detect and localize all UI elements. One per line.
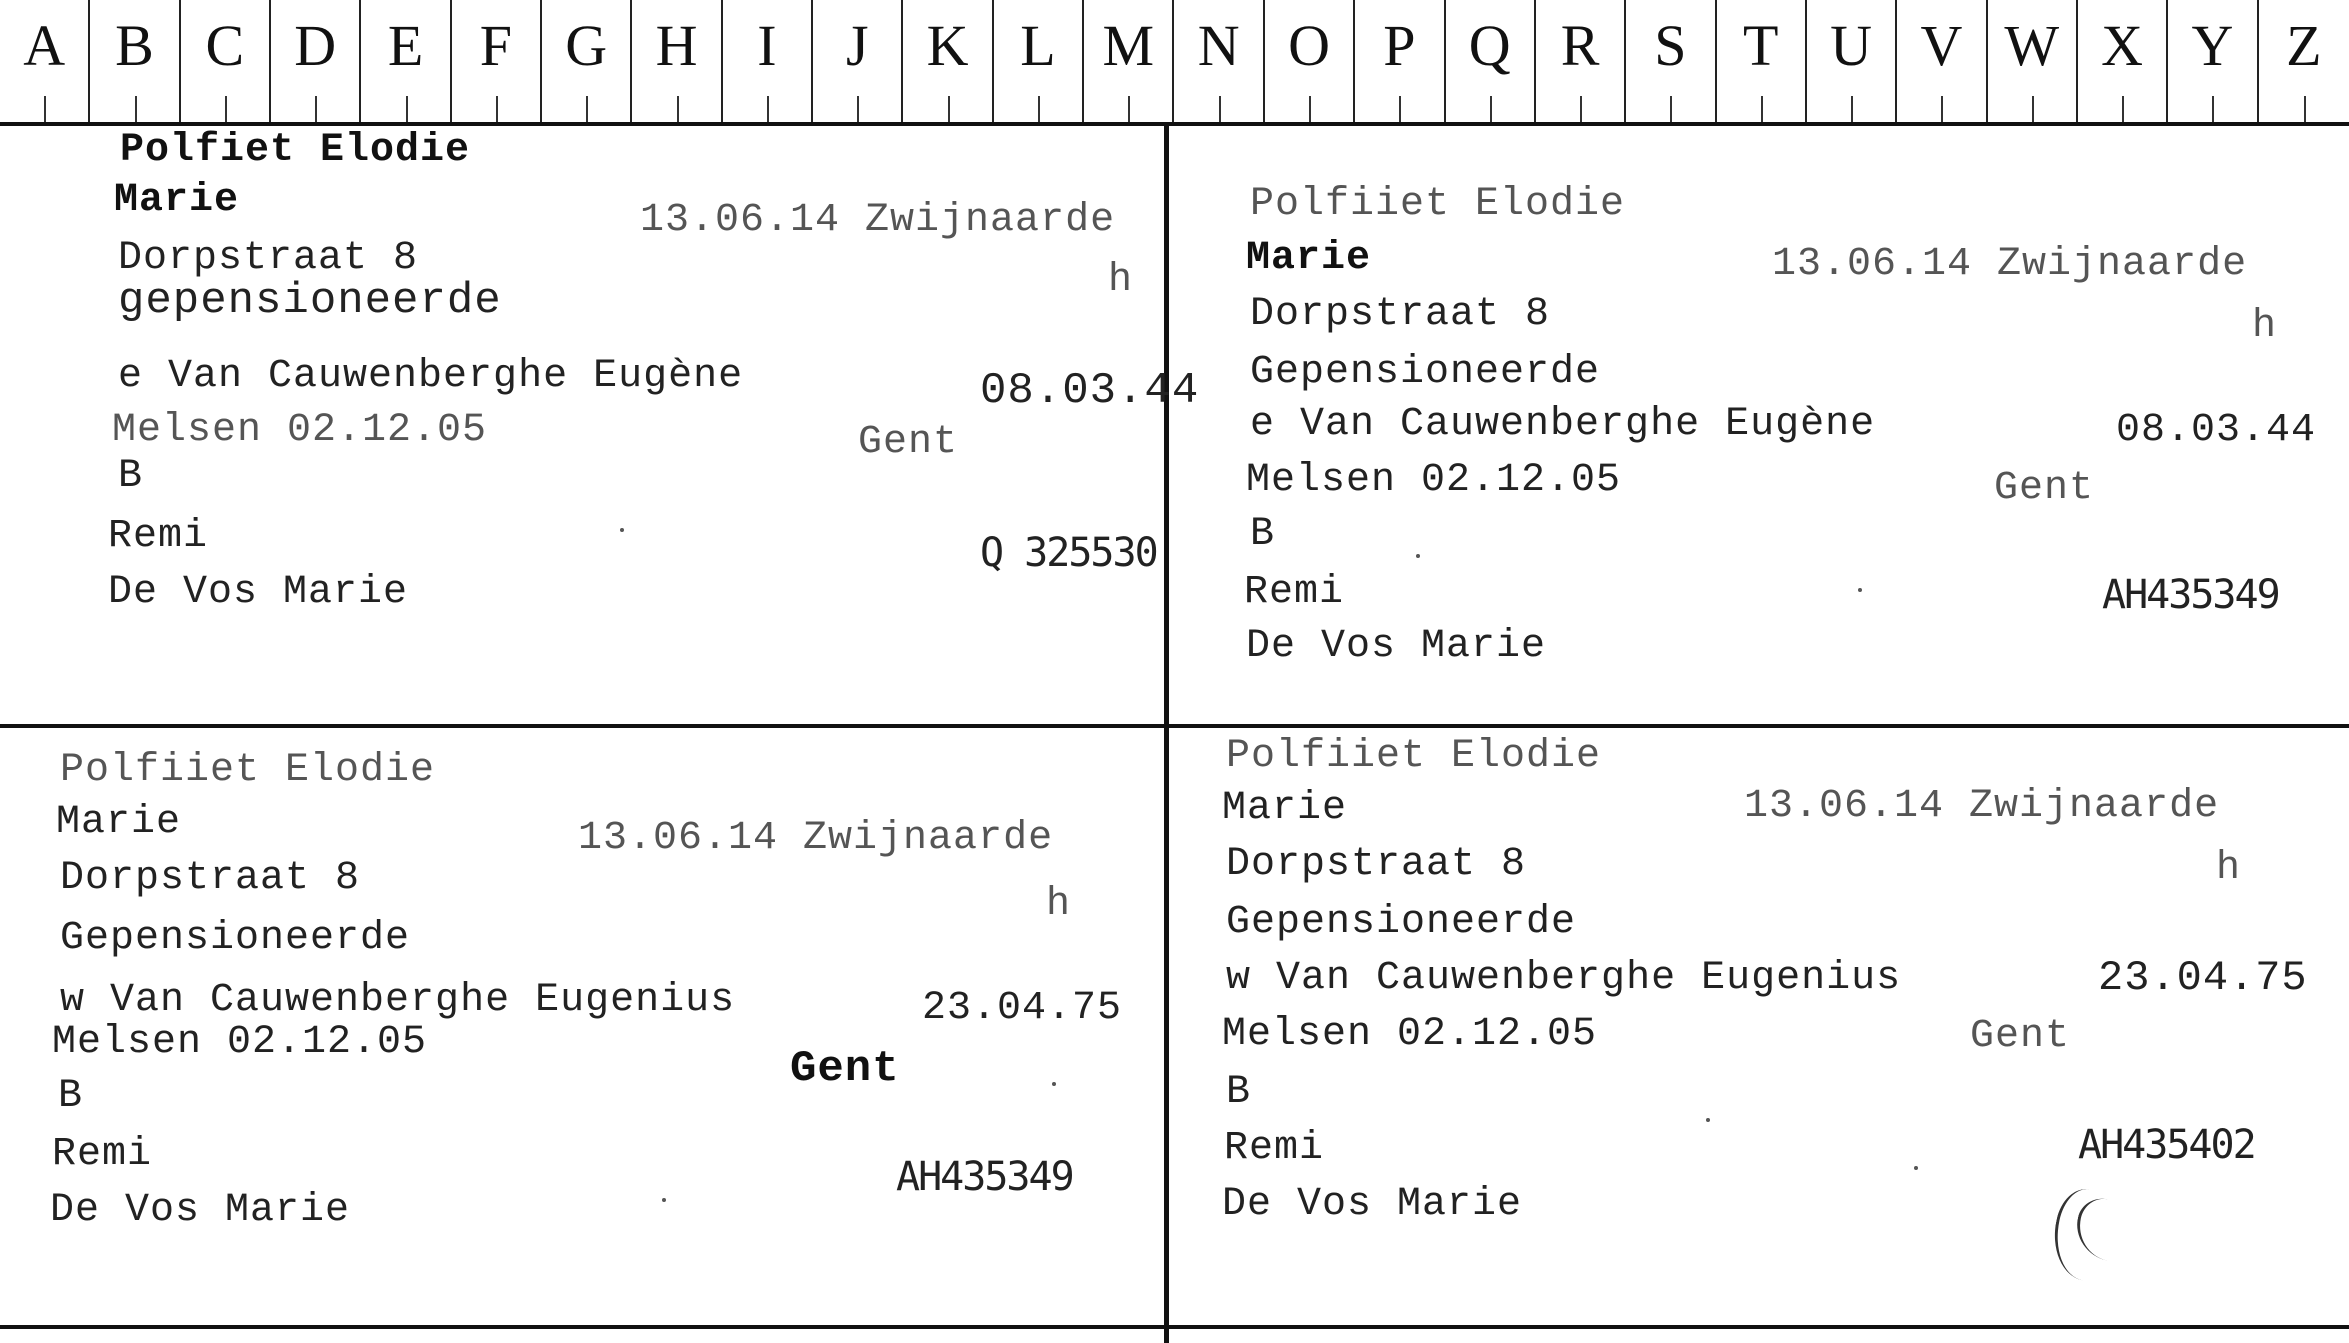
card-spouse-date: 23.04.75 (922, 986, 1123, 1031)
alpha-letter-e: E (361, 0, 451, 122)
alpha-letter-c: C (181, 0, 271, 122)
card-sex-marker: h (2252, 304, 2278, 349)
card-registration-number: AH435402 (2078, 1122, 2255, 1168)
card-registration-number: Q 325530 (980, 530, 1157, 576)
alpha-letter-z: Z (2259, 0, 2349, 122)
card-municipality: Gent (1994, 466, 2095, 511)
card-father-name: Remi (52, 1132, 153, 1177)
alpha-letter-a: A (0, 0, 90, 122)
card-mother-name: De Vos Marie (50, 1188, 351, 1233)
alpha-letter-l: L (994, 0, 1084, 122)
alpha-letter-v: V (1897, 0, 1987, 122)
card-sex-marker: h (1108, 258, 1134, 303)
scan-speck (1706, 1118, 1710, 1122)
card-sex-marker: h (2216, 846, 2242, 891)
card-spouse-birth: Melsen 02.12.05 (1246, 458, 1622, 503)
alphabet-index-bar (0, 0, 2349, 126)
card-father-name: Remi (1224, 1126, 1325, 1171)
card-surname: Polfiiet Elodie (1250, 182, 1626, 227)
card-nationality: B (1226, 1070, 1252, 1115)
card-birth-date-place: 13.06.14 Zwijnaarde (1744, 784, 2220, 829)
alpha-letter-s: S (1626, 0, 1716, 122)
card-father-name: Remi (1244, 570, 1345, 615)
card-birth-date-place: 13.06.14 Zwijnaarde (1772, 242, 2248, 287)
alpha-letter-f: F (452, 0, 542, 122)
alpha-letter-b: B (90, 0, 180, 122)
card-occupation: Gepensioneerde (60, 916, 411, 961)
scan-speck (1914, 1166, 1918, 1170)
card-given-name: Marie (1246, 236, 1372, 281)
card-mother-name: De Vos Marie (1222, 1182, 1523, 1227)
alpha-letter-d: D (271, 0, 361, 122)
card-nationality: B (1250, 512, 1276, 557)
card-street-address: Dorpstraat 8 (1226, 842, 1527, 887)
card-street-address: Dorpstraat 8 (1250, 292, 1551, 337)
alpha-letter-x: X (2078, 0, 2168, 122)
card-registration-number: AH435349 (896, 1154, 1073, 1200)
card-divider-bottom (0, 1325, 2349, 1329)
alpha-letter-o: O (1265, 0, 1355, 122)
card-mother-name: De Vos Marie (108, 570, 409, 615)
card-surname: Polfiiet Elodie (1226, 734, 1602, 779)
alpha-letter-j: J (813, 0, 903, 122)
card-given-name: Marie (114, 178, 240, 223)
card-occupation: Gepensioneerde (1250, 350, 1601, 395)
record-card-2 (1170, 126, 2349, 722)
scan-speck (1052, 1082, 1056, 1086)
alpha-letter-q: Q (1446, 0, 1536, 122)
card-occupation: gepensioneerde (118, 276, 502, 326)
card-municipality: Gent (790, 1044, 900, 1094)
alpha-letter-p: P (1355, 0, 1445, 122)
card-spouse-date: 08.03.44 (980, 366, 1200, 416)
card-spouse-date: 23.04.75 (2098, 954, 2308, 1002)
alpha-letter-u: U (1807, 0, 1897, 122)
alpha-letter-y: Y (2168, 0, 2258, 122)
card-birth-date-place: 13.06.14 Zwijnaarde (578, 816, 1054, 861)
card-spouse-date: 08.03.44 (2116, 408, 2317, 453)
card-sex-marker: h (1046, 882, 1072, 927)
card-surname: Polfiiet Elodie (60, 748, 436, 793)
card-spouse: w Van Cauwenberghe Eugenius (60, 978, 736, 1023)
card-divider-vertical (1164, 126, 1169, 1343)
card-nationality: B (118, 454, 144, 499)
card-divider-horizontal (0, 724, 2349, 728)
card-occupation: Gepensioneerde (1226, 900, 1577, 945)
alpha-letter-k: K (903, 0, 993, 122)
alpha-letter-h: H (632, 0, 722, 122)
card-street-address: Dorpstraat 8 (60, 856, 361, 901)
card-registration-number: AH435349 (2102, 572, 2279, 618)
card-birth-date-place: 13.06.14 Zwijnaarde (640, 198, 1116, 243)
record-card-1 (0, 126, 1200, 722)
card-mother-name: De Vos Marie (1246, 624, 1547, 669)
card-given-name: Marie (1222, 786, 1348, 831)
card-spouse-birth: Melsen 02.12.05 (112, 408, 488, 453)
card-street-address: Dorpstraat 8 (118, 236, 419, 281)
card-spouse: e Van Cauwenberghe Eugène (1250, 402, 1876, 447)
card-spouse: w Van Cauwenberghe Eugenius (1226, 956, 1902, 1001)
card-spouse-birth: Melsen 02.12.05 (52, 1020, 428, 1065)
alpha-letter-g: G (542, 0, 632, 122)
card-spouse-birth: Melsen 02.12.05 (1222, 1012, 1598, 1057)
card-given-name: Marie (56, 800, 182, 845)
card-spouse: e Van Cauwenberghe Eugène (118, 354, 744, 399)
scan-speck (1416, 554, 1420, 558)
alpha-letter-w: W (1988, 0, 2078, 122)
alpha-letter-m: M (1084, 0, 1174, 122)
alpha-letter-t: T (1717, 0, 1807, 122)
card-surname: Polfiet Elodie (120, 128, 471, 173)
card-nationality: B (58, 1074, 84, 1119)
card-municipality: Gent (858, 420, 959, 465)
scan-speck (1858, 588, 1862, 592)
card-municipality: Gent (1970, 1014, 2071, 1059)
scan-speck (662, 1198, 666, 1202)
record-card-3 (0, 730, 1160, 1322)
alpha-letter-i: I (723, 0, 813, 122)
record-card-4 (1170, 730, 2349, 1322)
scan-speck (620, 528, 624, 532)
card-father-name: Remi (108, 514, 209, 559)
alpha-letter-n: N (1174, 0, 1264, 122)
alpha-letter-r: R (1536, 0, 1626, 122)
